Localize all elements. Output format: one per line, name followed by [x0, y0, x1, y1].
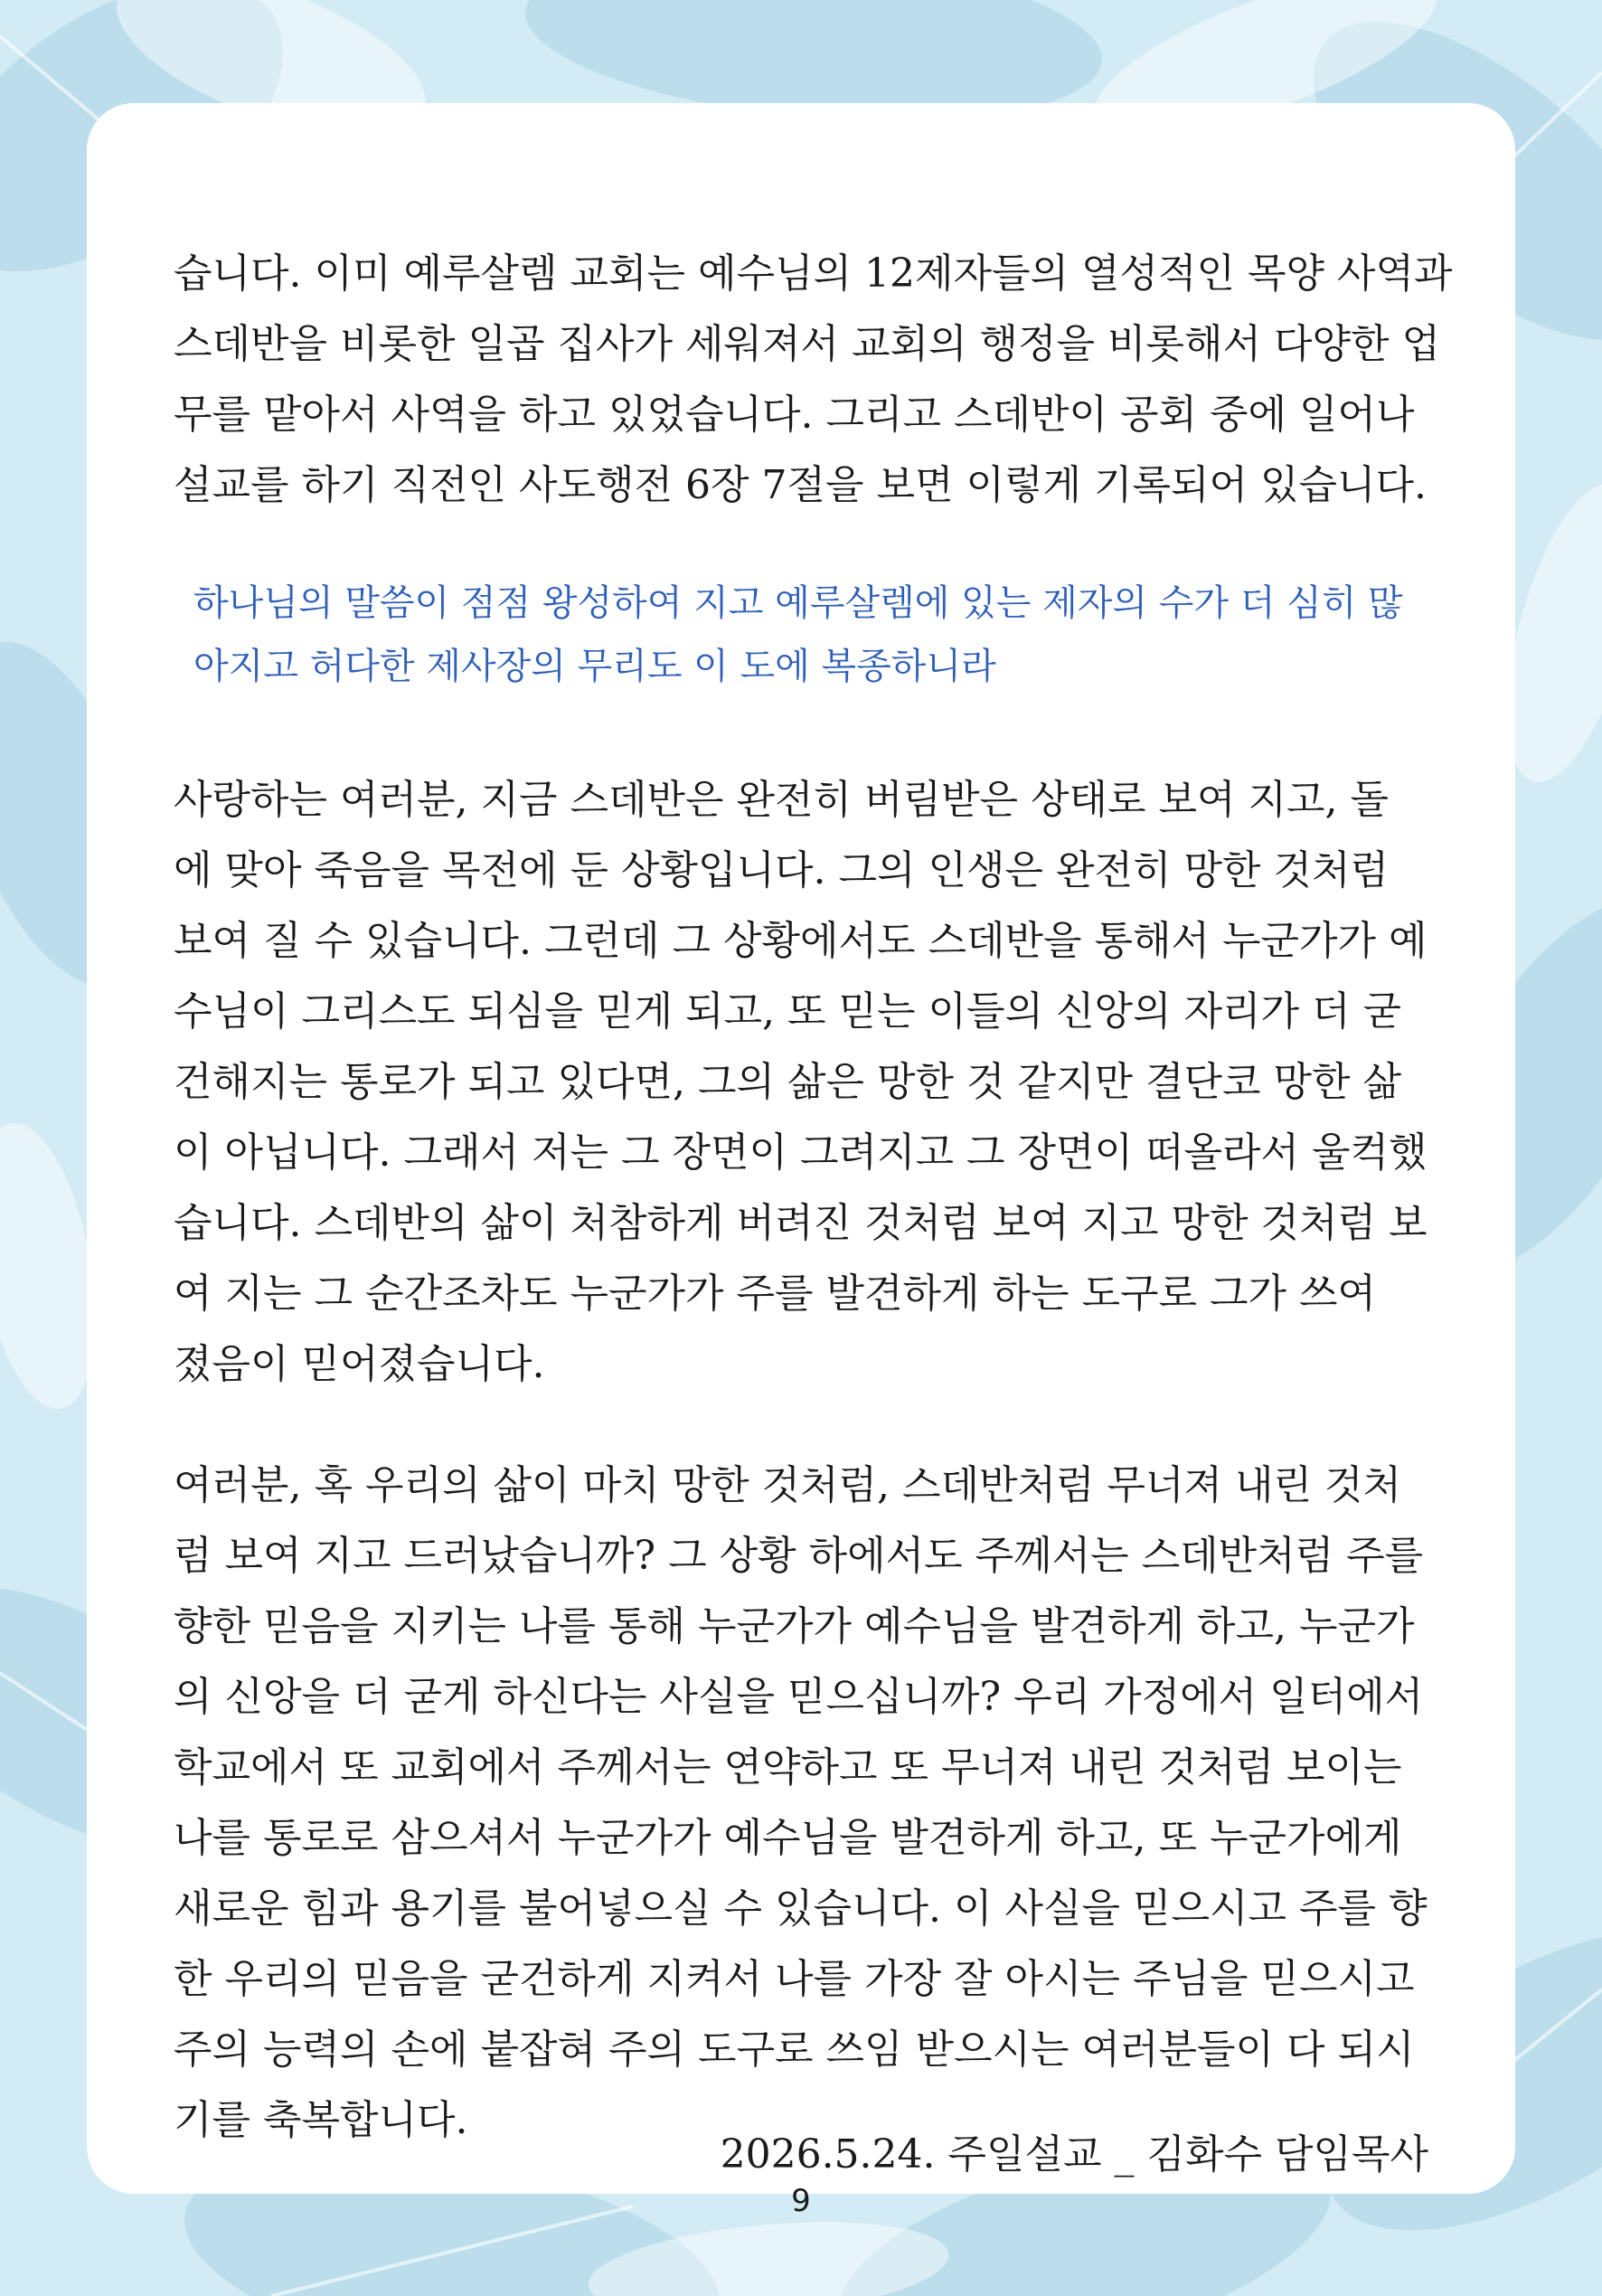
- sermon-page-card: [87, 103, 1515, 2219]
- sermon-paragraph-stephen: 사랑하는 여러분, 지금 스데반은 완전히 버림받은 상태로 보여 지고, 돌 에 맞아 죽음을 목전에 둔 상황입니다. 그의 인생은 완전히 망한 것처럼 보여 질 수 있습니다. 그런데 그 상황에서도 스데반을 통해서 누군가가 예 수님이 그리스도 되심을 믿게 되고, 또 믿는 이들의 신앙의 자리가 더 굳 건해지는 통로가 되고 있다면, 그의 삶은 망한 것 같지만 결단코 망한 삶 이 아닙니다. 그래서 저는 그 장면이 그려지고 그 장면이 떠올라서 울컥했 습니다. 스데반의 삶이 처참하게 버려진 것처럼 보여 지고 망한 것처럼 보 여 지는 그 순간조차도 누군가가 주를 발견하게 하는 도구로 그가 쓰여 졌음이 믿어졌습니다.: [174, 777, 1428, 1387]
- page-number: 9: [791, 2183, 811, 2219]
- sermon-signature: 2026.5.24. 주일설교 _ 김화수 담임목사: [720, 2131, 1428, 2178]
- sermon-paragraph-application: 여러분, 혹 우리의 삶이 마치 망한 것처럼, 스데반처럼 무너져 내린 것처 럼 보여 지고 드러났습니까? 그 상황 하에서도 주께서는 스데반처럼 주를 향한 믿음을 지키는 나를 통해 누군가가 예수님을 발견하게 하고, 누군가 의 신앙을 더 굳게 하신다는 사실을 믿으십니까? 우리 가정에서 일터에서 학교에서 또 교회에서 주께서는 연약하고 또 무너져 내린 것처럼 보이는 나를 통로로 삼으셔서 누군가가 예수님을 발견하게 하고, 또 누군가에게 새로운 힘과 용기를 불어넣으실 수 있습니다. 이 사실을 믿으시고 주를 향 한 우리의 믿음을 굳건하게 지켜서 나를 가장 잘 아시는 주님을 믿으시고 주의 능력의 손에 붙잡혀 주의 도구로 쓰임 받으시는 여러분들이 다 되시 기를 축복합니다.: [174, 1462, 1428, 2143]
- sermon-paragraph-intro: 습니다. 이미 예루살렘 교회는 예수님의 12제자들의 열성적인 목양 사역과 스데반을 비롯한 일곱 집사가 세워져서 교회의 행정을 비롯해서 다양한 업 무를 맡아서 사역을 하고 있었습니다. 그리고 스데반이 공회 중에 일어나 설교를 하기 직전인 사도행전 6장 7절을 보면 이렇게 기록되어 있습니다.: [174, 250, 1453, 508]
- scripture-quote: 하나님의 말씀이 점점 왕성하여 지고 예루살렘에 있는 제자의 수가 더 심히 많 아지고 허다한 제사장의 무리도 이 도에 복종하니라: [193, 582, 1403, 687]
